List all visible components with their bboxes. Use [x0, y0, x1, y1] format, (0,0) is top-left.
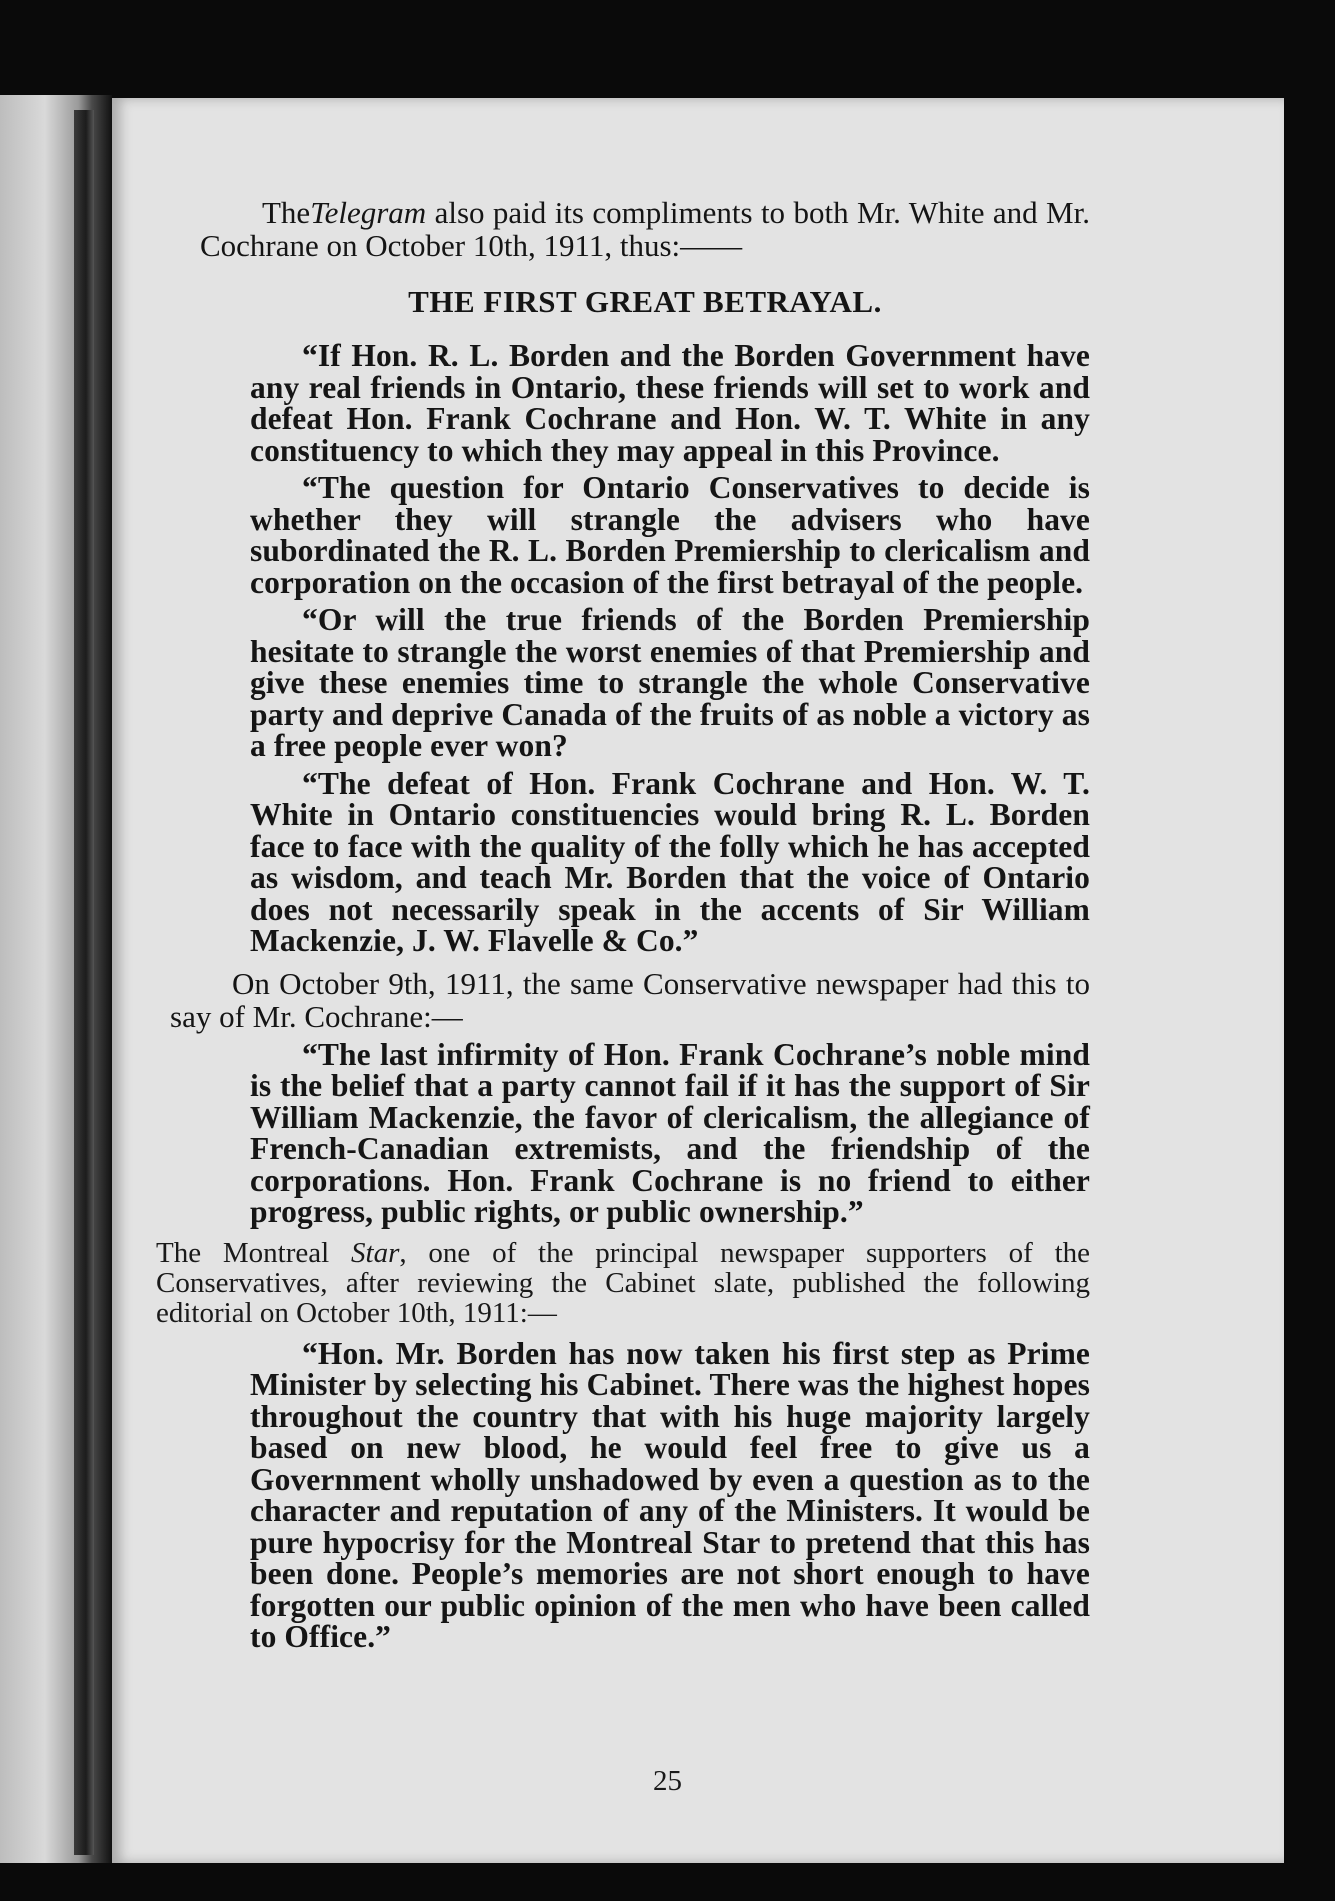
star-quote-block: [250, 1335, 1090, 1654]
star-text-start: The Montreal: [156, 1236, 352, 1269]
quote-paragraph: “The defeat of Hon. Frank Cochrane and Hon. W. T. White in Ontario constituencies would bring R. L. Borden face to face with the quality of the folly which he has accepted as wisdom, and teach Mr. Borden that the voice of Ontario does not necessarily speak in the accents of Sir William Mackenzie, J. W. Flavelle & Co.”: [250, 765, 1090, 958]
scan-bottom-border: [0, 1863, 1335, 1901]
newspaper-name: Telegram: [310, 195, 427, 230]
star-text-end: , one of the principal newspaper supporters of the Conservatives, after reviewing the Cabinet slate, published the following editorial on October 10th, 1911:—: [156, 1236, 1091, 1329]
page-right-margin: [1284, 98, 1335, 1863]
intro-text-end: also paid its compliments to both Mr. White and Mr. Cochrane on October 10th, 1911, thus:——: [200, 195, 1090, 263]
book-spine: [0, 95, 112, 1865]
page-number: 25: [653, 1765, 682, 1797]
binding-edge: [74, 110, 94, 1855]
quote-paragraph: “The last infirmity of Hon. Frank Cochrane’s noble mind is the belief that a party cannot fail if it has the support of Sir William Mackenzie, the favor of clericalism, the allegiance of French-Canadian extremists, and the friendship of the corporations. Hon. Frank Cochrane is no friend to either progress, public rights, or public ownership.”: [250, 1036, 1090, 1229]
montreal-star-paragraph: [156, 1238, 1090, 1328]
quote-paragraph: “If Hon. R. L. Borden and the Borden Government have any real friends in Ontario, these friends will set to work and defeat Hon. Frank Cochrane and Hon. W. T. White in any constituency to which they may appeal in this Province.: [250, 338, 1090, 468]
cochrane-quote-block: [250, 1036, 1090, 1229]
cochrane-paragraph: On October 9th, 1911, the same Conservative newspaper had this to say of Mr. Cochrane:—: [170, 965, 1090, 1034]
page-text: [156, 195, 1091, 1654]
quote-paragraph: “Hon. Mr. Borden has now taken his first step as Prime Minister by selecting his Cabinet. There was the highest hopes throughout the country that with his huge majority largely based on new blood, he would feel free to give us a Government wholly unshadowed by even a question as to the character and reputation of any of the Ministers. It would be pure hypocrisy for the Montreal Star to pretend that this has been done. People’s memories are not short enough to have forgotten our public opinion of the men who have been called to Office.”: [250, 1335, 1090, 1654]
section-heading: THE FIRST GREAT BETRAYAL.: [408, 284, 882, 319]
quote-paragraph: “Or will the true friends of the Borden Premiership hesitate to strangle the worst enemies of that Premiership and give these enemies time to strangle the whole Conservative party and deprive Canada of the fruits of as noble a victory as a free people ever won?: [250, 602, 1090, 763]
newspaper-name: Star: [351, 1236, 400, 1269]
intro-text-start: The: [262, 195, 311, 230]
quote-paragraph: “The question for Ontario Conservatives to decide is whether they will strangle the advisers who have subordinated the R. L. Borden Premiership to clericalism and corporation on the occasion of the first betrayal of the people.: [250, 470, 1090, 600]
intro-paragraph: [200, 196, 1090, 262]
telegram-quote-block: [250, 340, 1090, 957]
